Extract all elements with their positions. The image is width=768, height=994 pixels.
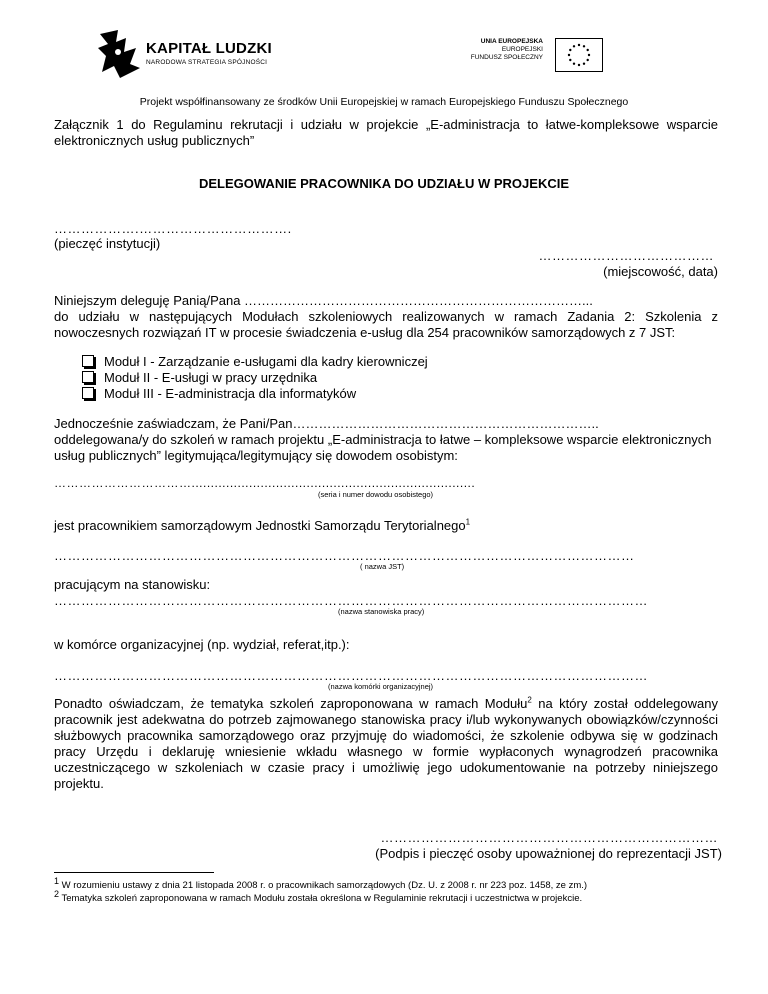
eu-logo	[465, 38, 605, 74]
module-1-label: Moduł I - Zarządzanie e-usługami dla kadry kierowniczej	[104, 354, 428, 369]
eu-line1: UNIA EUROPEJSKA	[480, 38, 543, 45]
id-number-field[interactable]: ……………………………..........................................................................	[54, 476, 476, 490]
unit-label: (nazwa komórki organizacyjnej)	[328, 682, 434, 691]
footnote-2-number: 2	[54, 888, 60, 899]
cofinancing-note: Projekt współfinansowany ze środków Unii Europejskiej w ramach Europejskiego Funduszu Społecznego	[139, 96, 629, 108]
unit-text: w komórce organizacyjnej (np. wydział, referat,itp.):	[54, 637, 350, 652]
jst-name-field[interactable]: …………………………………………………………………………………………………………………	[54, 548, 635, 563]
place-date-field[interactable]: …………………………………	[538, 248, 714, 263]
module-1-checkbox[interactable]	[82, 355, 94, 367]
module-3-checkbox[interactable]	[82, 387, 94, 399]
stamp-label: (pieczęć instytucji)	[54, 236, 161, 251]
footnote-1	[54, 875, 588, 891]
footnote-2-text: Tematyka szkoleń zaproponowana w ramach Modułu została określona w Regulaminie rekrutacji i uczestnictwa w projekcie.	[59, 893, 583, 904]
certify-line: Jednocześnie zaświadczam, że Pani/Pan……………………………………………………………..	[54, 416, 599, 431]
position-field[interactable]: ……………………………………………………………………………………………………………………	[54, 593, 648, 608]
signature-label: (Podpis i pieczęć osoby upoważnionej do reprezentacji JST)	[375, 846, 722, 861]
signature-field[interactable]: …………………………………………………………………	[380, 830, 718, 845]
kapital-ludzki-logo	[96, 28, 276, 80]
place-date-label: (miejscowość, data)	[603, 264, 718, 279]
unit-field[interactable]: ……………………………………………………………………………………………………………………	[54, 668, 648, 683]
statement-part-a: Ponadto oświadczam, że tematyka szkoleń zaproponowana w ramach Modułu	[54, 696, 528, 711]
position-label: (nazwa stanowiska pracy)	[338, 607, 425, 616]
footnote-ref-2: 2	[527, 695, 532, 705]
module-2-checkbox-row[interactable]	[82, 369, 317, 386]
module-1-checkbox-row[interactable]	[82, 353, 428, 370]
footnote-divider	[54, 872, 214, 873]
logo-subtitle: NARODOWA STRATEGIA SPÓJNOŚCI	[146, 59, 268, 66]
document-title: DELEGOWANIE PRACOWNIKA DO UDZIAŁU W PROJEKCIE	[198, 176, 570, 191]
eu-logo-text	[465, 38, 543, 62]
employee-text	[54, 518, 470, 533]
statement-paragraph	[54, 696, 718, 792]
eu-line3: FUNDUSZ SPOŁECZNY	[470, 54, 543, 61]
stamp-field[interactable]: ……………….…………………………….	[54, 221, 292, 236]
id-number-label: (seria i numer dowodu osobistego)	[318, 490, 434, 499]
kapital-ludzki-logo-icon	[96, 28, 142, 80]
footnote-2	[54, 888, 583, 904]
module-2-checkbox[interactable]	[82, 371, 94, 383]
footnote-ref-1: 1	[465, 517, 471, 527]
delegate-line: Niniejszym deleguję Panią/Pana ……………………………………………………………………...	[54, 293, 593, 308]
statement-part-b: na który został oddelegowany pracownik jest adekwatna do potrzeb zajmowanego stanowiska pracy i/lub wykonywanych obowiązków/czynności służbowych pracownika samorządowego oraz przyjmuję do wiadomości, że szkolenie odbywa się w godzinach pracy Urzędu i deklaruję wniesienie wkładu własnego w formie wypłaconych wynagrodzeń pracownika uczestniczącego w szkoleniach w czasie pracy i umożliwię jego udokumentowanie na potrzeby niniejszego projektu.	[54, 696, 718, 791]
employee-text-main: jest pracownikiem samorządowym Jednostki Samorządu Terytorialnego	[54, 518, 466, 533]
footnote-1-text: W rozumieniu ustawy z dnia 21 listopada 2008 r. o pracownikach samorządowych (Dz. U. z 2008 r. nr 223 poz. 1458, ze zm.)	[59, 880, 588, 891]
module-2-label: Moduł II - E-usługi w pracy urzędnika	[104, 370, 318, 385]
participation-text: do udziału w następujących Modułach szkoleniowych realizowanych w ramach Zadania 2: Szkolenia z nowoczesnych rozwiązań IT w procesie świadczenia e-usług dla 254 pracowników samorządowych z 7 JST:	[54, 309, 718, 340]
jst-name-label: ( nazwa JST)	[360, 562, 405, 571]
attachment-note: Załącznik 1 do Regulaminu rekrutacji i udziału w projekcie „E-administracja to łatwe-kompleksowe wsparcie elektronicznych usług publicznych”	[54, 117, 718, 148]
eu-line2: EUROPEJSKI	[501, 46, 543, 53]
logo-title: KAPITAŁ LUDZKI	[146, 40, 272, 57]
position-text: pracującym na stanowisku:	[54, 577, 211, 592]
module-3-checkbox-row[interactable]	[82, 385, 356, 402]
certify-text: oddelegowana/y do szkoleń w ramach projektu „E-administracja to łatwe – kompleksowe wsparcie elektronicznych usług publicznych” legitymująca/legitymujący się dowodem osobistym:	[54, 432, 712, 463]
module-3-label: Moduł III - E-administracja dla informatyków	[104, 386, 357, 401]
eu-flag-icon	[555, 38, 603, 72]
footnote-1-number: 1	[54, 875, 60, 886]
